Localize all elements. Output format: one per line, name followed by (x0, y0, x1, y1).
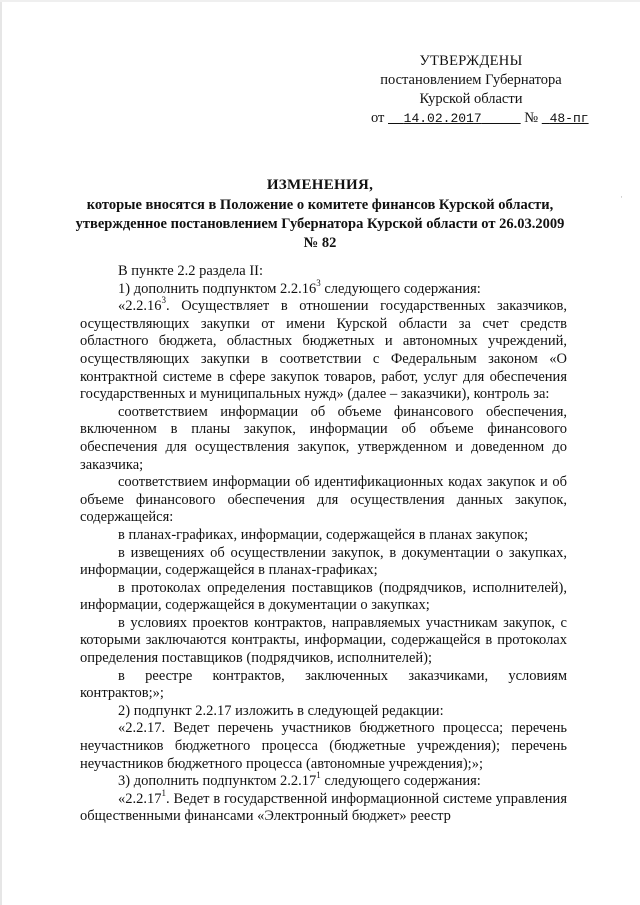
control-item-1: соответствием информации об объеме финансового обеспечения, включенном в планы закупок, информации об объеме финансового обеспечения для осуществления закупок, утвержденном и доведенном до заказчика; (80, 403, 567, 473)
sub-item-2: в извещениях об осуществлении закупок, в документации о закупках, информации, содержащейся в планах-графиках; (80, 544, 567, 579)
heading-subtitle: которые вносятся в Положение о комитете финансов Курской области, утвержденное постановлением Губернатора Курской области от 26.03.2009 № 82 (75, 197, 565, 251)
approval-date-line (366, 109, 589, 128)
item-3-paragraph: 3) дополнить подпунктом 2.2.17$^1$ следующего содержания: (118, 770, 481, 790)
subclause-2-2-17: «2.2.17. Ведет перечень участников бюджетного процесса; перечень неучастников бюджетного процесса (бюджетные учреждения); перечень неучастников бюджетного процесса (автономные учреждения);»; (80, 720, 567, 772)
sub-item-5: в реестре контрактов, заключенных заказчиками, условиям контрактов;»; (80, 667, 567, 702)
document-body (80, 263, 567, 826)
scan-left-edge (0, 0, 2, 905)
sub-item-3: в протоколах определения поставщиков (подрядчиков, исполнителей), информации, содержащейся в документации о закупках; (80, 579, 567, 614)
approval-stamp (366, 52, 589, 128)
sub-item-4: в условиях проектов контрактов, направляемых участникам закупок, с которыми заключаются контракты, информации, содержащейся в протоколах определения поставщиков (подрядчиков, исполнителей); (80, 614, 567, 667)
approval-title: УТВЕРЖДЕНЫ (419, 53, 523, 69)
approval-date: 14.02.2017 (403, 111, 482, 126)
subclause-2-2-17-1: «2.2.17$^1$. Ведет в государственной информационной системе управления общественными финансами «Электронный бюджет» реестр (80, 787, 567, 825)
document-heading (70, 176, 570, 253)
date-prefix: от (371, 110, 385, 126)
control-item-2: соответствием информации об идентификационных кодах закупок и об объеме финансового обеспечения для осуществления данных закупок, содержащейся: (80, 474, 567, 526)
number-sign: № (524, 110, 539, 126)
margin-mark: · (620, 192, 623, 202)
intro-paragraph: В пункте 2.2 раздела II: (118, 263, 264, 279)
approval-line-2: Курской области (419, 91, 523, 107)
sub-item-1: в планах-графиках, информации, содержащейся в планах закупок; (118, 526, 529, 543)
approval-number: 48-пг (549, 111, 589, 126)
approval-line-1: постановлением Губернатора (380, 72, 562, 88)
scan-top-edge (0, 0, 640, 2)
item-2-paragraph: 2) подпункт 2.2.17 изложить в следующей редакции: (118, 702, 444, 719)
item-1-paragraph: 1) дополнить подпунктом 2.2.16$^3$ следующего содержания: (118, 277, 481, 297)
heading-title: ИЗМЕНЕНИЯ, (266, 177, 374, 193)
subclause-2-2-16-3: «2.2.16$^3$. Осуществляет в отношении государственных заказчиков, осуществляющих закупки от имени Курской области за счет средств областного бюджета, областных бюджетных и автономных учреждений, осуществляющих закупки в соответствии с Федеральным законом «О контрактной системе в сфере закупок товаров, работ, услуг для обеспечения государственных и муниципальных нужд» (далее – заказчики), контроль за: (80, 295, 567, 403)
